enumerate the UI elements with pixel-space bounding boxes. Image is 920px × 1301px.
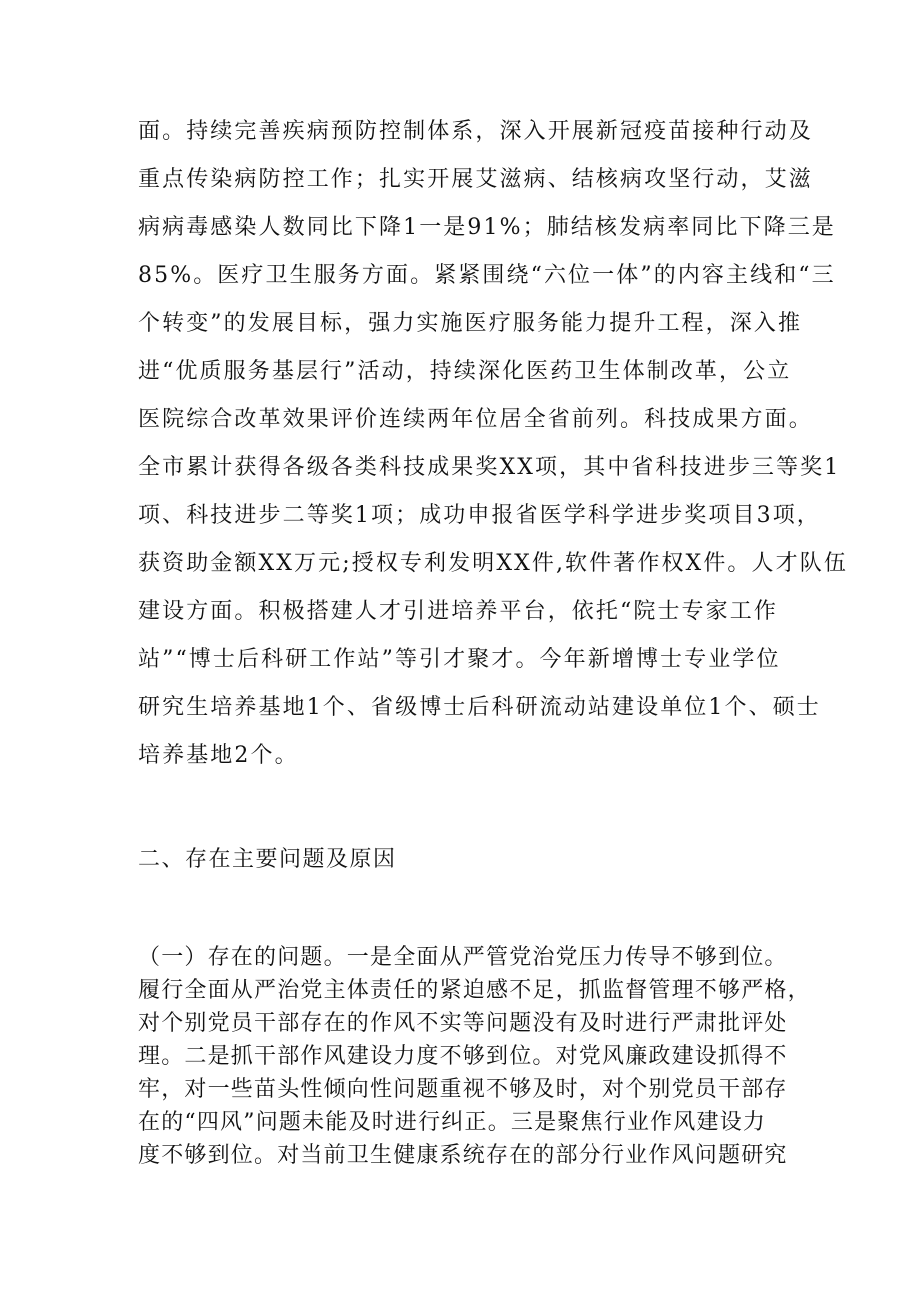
text-line: 获资助金额XX万元;授权专利发明XX件,软件著作权X件。人才队伍 <box>138 551 848 576</box>
text-line: 项、科技进步二等奖1项；成功申报省医学科学进步奖项目3项， <box>138 503 821 528</box>
text-line: 牢，对一些苗头性倾向性问题重视不够及时，对个别党员干部存 <box>138 1077 788 1102</box>
text-line: （一）存在的问题。一是全面从严管党治党压力传导不够到位。 <box>138 945 788 970</box>
text-line: 站”“博士后科研工作站”等引才聚才。今年新增博士专业学位 <box>138 647 781 672</box>
text-line: 面。持续完善疾病预防控制体系，深入开展新冠疫苗接种行动及 <box>138 119 813 144</box>
text-line: 在的“四风”问题未能及时进行纠正。三是聚焦行业作风建设力 <box>138 1110 767 1135</box>
text-line: 个转变”的发展目标，强力实施医疗服务能力提升工程，深入推 <box>138 311 803 336</box>
text-line: 重点传染病防控工作；扎实开展艾滋病、结核病攻坚行动，艾滋 <box>138 167 813 192</box>
section-heading: 二、存在主要问题及原因 <box>138 847 397 872</box>
text-line: 对个别党员干部存在的作风不实等问题没有及时进行严肃批评处 <box>138 1011 788 1036</box>
text-line: 理。二是抓干部作风建设力度不够到位。对党风廉政建设抓得不 <box>138 1044 788 1069</box>
text-line: 研究生培养基地1个、省级博士后科研流动站建设单位1个、硕士 <box>138 695 821 720</box>
text-line: 进“优质服务基层行”活动，持续深化医药卫生体制改革，公立 <box>138 359 792 384</box>
text-line: 建设方面。积极搭建人才引进培养平台，依托“院士专家工作 <box>138 599 778 624</box>
text-line: 85%。医疗卫生服务方面。紧紧围绕“六位一体”的内容主线和“三 <box>138 263 836 288</box>
text-line: 病病毒感染人数同比下降1一是91%；肺结核发病率同比下降三是 <box>138 215 836 240</box>
text-line: 履行全面从严治党主体责任的紧迫感不足，抓监督管理不够严格， <box>138 978 811 1003</box>
text-line: 全市累计获得各级各类科技成果奖XX项，其中省科技进步三等奖1 <box>138 455 841 480</box>
text-line: 培养基地2个。 <box>138 743 299 768</box>
text-line: 医院综合改革效果评价连续两年位居全省前列。科技成果方面。 <box>138 407 813 432</box>
text-line: 度不够到位。对当前卫生健康系统存在的部分行业作风问题研究 <box>138 1143 788 1168</box>
